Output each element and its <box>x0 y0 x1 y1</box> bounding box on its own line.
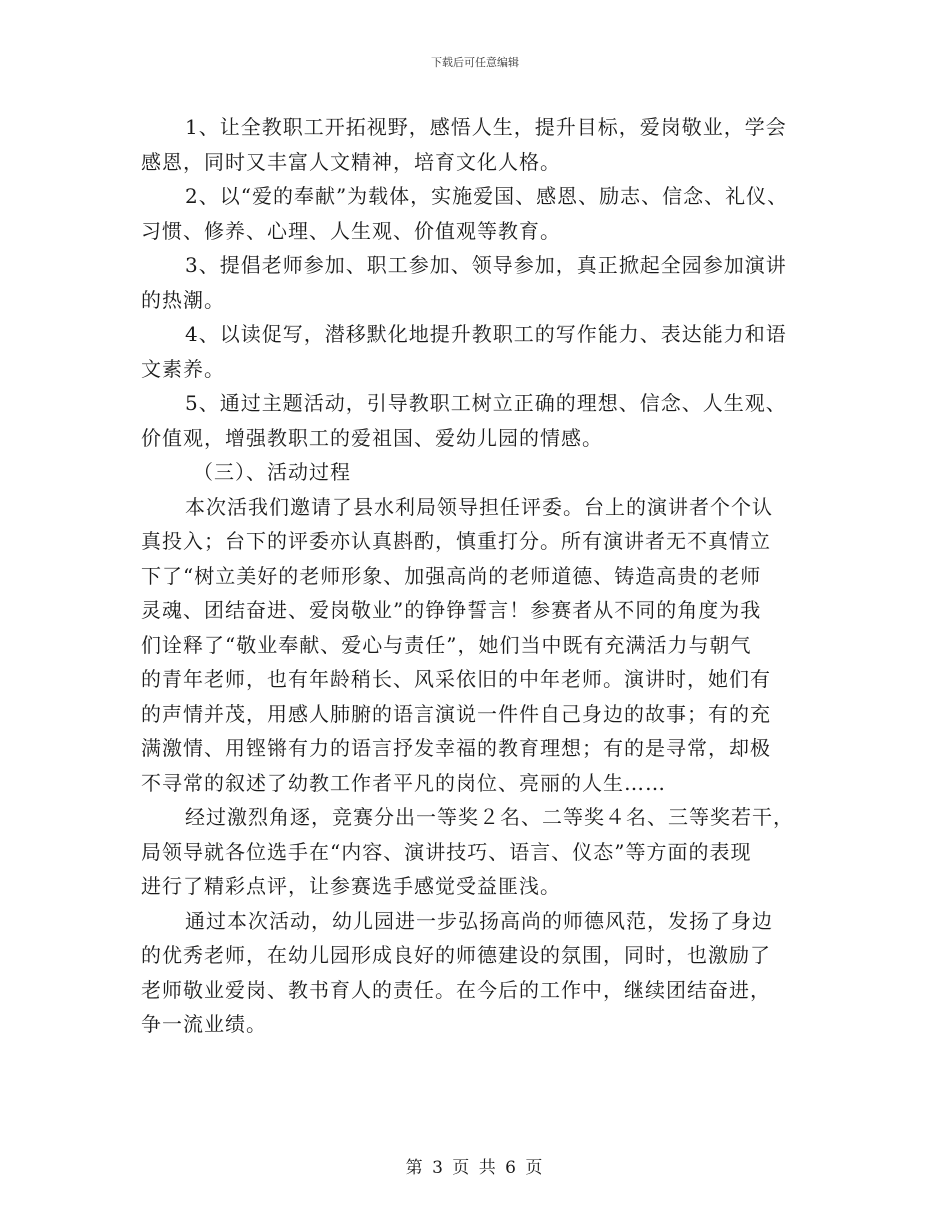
paragraph-line: 真投入；台下的评委亦认真斟酌，慎重打分。所有演讲者无不真情立 <box>141 529 771 553</box>
paragraph-line: 文素养。 <box>141 356 225 381</box>
page-header-note: 下载后可任意编辑 <box>431 56 519 69</box>
paragraph-line: 局领导就各位选手在“内容、演讲技巧、语言、仪态”等方面的表现 <box>141 839 752 864</box>
paragraph-line: 满激情、用铿锵有力的语言抒发幸福的教育理想；有的是寻常，却极 <box>141 736 771 760</box>
paragraph-line: 感恩，同时又丰富人文精神，培育文化人格。 <box>141 149 561 174</box>
section-heading: （三）、活动过程 <box>193 460 351 484</box>
paragraph-line: 的优秀老师，在幼儿园形成良好的师德建设的氛围，同时，也激励了 <box>141 943 771 967</box>
paragraph-line: 通过本次活动，幼儿园进一步弘扬高尚的师德风范，发扬了身边 <box>185 908 773 933</box>
page-number: 第 3 页 共 6 页 <box>405 1158 545 1178</box>
paragraph-line: 习惯、修养、心理、人生观、价值观等教育。 <box>141 218 561 243</box>
document-body <box>141 110 831 1042</box>
paragraph-line: 的热潮。 <box>141 287 225 312</box>
paragraph-line: 4、以读促写，潜移默化地提升教职工的写作能力、表达能力和语 <box>185 322 787 346</box>
paragraph-line: 下了“树立美好的老师形象、加强高尚的老师道德、铸造高贵的老师 <box>141 563 762 588</box>
paragraph-line: 5、通过主题活动，引导教职工树立正确的理想、信念、人生观、 <box>185 391 787 415</box>
paragraph-line: 本次活我们邀请了县水利局领导担任评委。台上的演讲者个个认 <box>185 494 773 519</box>
paragraph-line: 不寻常的叙述了幼教工作者平凡的岗位、亮丽的人生…… <box>141 770 666 795</box>
paragraph-line: 进行了精彩点评，让参赛选手感觉受益匪浅。 <box>141 874 561 898</box>
paragraph-line: 灵魂、团结奋进、爱岗敬业”的铮铮誓言！参赛者从不同的角度为我 <box>141 598 762 622</box>
paragraph-line: 们诠释了“敬业奉献、爱心与责任”，她们当中既有充满活力与朝气 <box>141 632 752 657</box>
paragraph-line: 2、以“爱的奉献”为载体，实施爱国、感恩、励志、信念、礼仪、 <box>185 184 789 208</box>
paragraph-line: 1、让全教职工开拓视野，感悟人生，提升目标，爱岗敬业，学会 <box>185 115 787 139</box>
paragraph-line: 价值观，增强教职工的爱祖国、爱幼儿园的情感。 <box>141 425 603 450</box>
paragraph-line: 的青年老师，也有年龄稍长、风采依旧的中年老师。演讲时，她们有 <box>141 667 771 691</box>
paragraph-line: 争一流业绩。 <box>141 1012 267 1036</box>
paragraph-line: 3、提倡老师参加、职工参加、领导参加，真正掀起全园参加演讲 <box>185 253 787 277</box>
paragraph-line: 经过激烈角逐，竞赛分出一等奖２名、二等奖４名、三等奖若干， <box>185 805 794 829</box>
paragraph-line: 老师敬业爱岗、教书育人的责任。在今后的工作中，继续团结奋进， <box>141 977 771 1002</box>
paragraph-line: 的声情并茂，用感人肺腑的语言演说一件件自己身边的故事；有的充 <box>141 701 771 726</box>
